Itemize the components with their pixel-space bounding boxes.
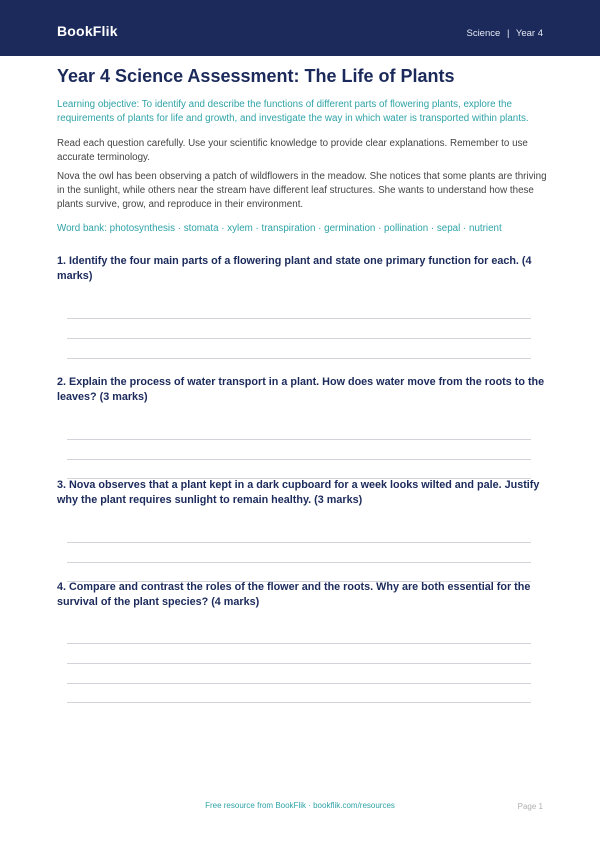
page-title: Year 4 Science Assessment: The Life of Plants xyxy=(57,66,455,86)
answer-line[interactable] xyxy=(67,358,531,359)
subject-label: Science xyxy=(466,28,501,39)
question-2: 2. Explain the process of water transport in a plant. How does water move from the roots to the leaves? (3 marks) xyxy=(57,376,545,403)
word-bank: Word bank: photosynthesis · stomata · xylem · transpiration · germination · pollination · sepal · nutrient xyxy=(57,223,502,234)
year-label: Year 4 xyxy=(515,28,543,39)
answer-line[interactable] xyxy=(67,542,531,543)
scenario-paragraph: Nova the owl has been observing a patch of wildflowers in the meadow. She notices that some plants are thriving in the sunlight, while others near the stream have different leaf structures. She wants to understand how these plants survive, grow, and reproduce in their environment. xyxy=(57,171,547,210)
question-3: 3. Nova observes that a plant kept in a dark cupboard for a week looks wilted and pale. Justify why the plant requires sunlight to remain healthy. (3 marks) xyxy=(57,479,540,506)
answer-line[interactable] xyxy=(67,663,531,664)
page-header xyxy=(0,0,600,56)
answer-line[interactable] xyxy=(67,702,531,703)
footer-link[interactable]: Free resource from BookFlik · bookflik.com/resources xyxy=(205,801,395,810)
instructions-paragraph: Read each question carefully. Use your scientific knowledge to provide clear explanations. Remember to use accurate terminology. xyxy=(57,138,528,163)
answer-line[interactable] xyxy=(67,562,531,563)
answer-line[interactable] xyxy=(67,338,531,339)
question-1: 1. Identify the four main parts of a flowering plant and state one primary function for each. (4 marks) xyxy=(57,255,532,282)
learning-objective: Learning objective: To identify and describe the functions of different parts of flowering plants, explore the requirements of plants for life and growth, and investigate the way in which water is transported within plants. xyxy=(57,99,529,124)
answer-line[interactable] xyxy=(67,318,531,319)
answer-line[interactable] xyxy=(67,683,531,684)
answer-line[interactable] xyxy=(67,439,531,440)
page-number: Page 1 xyxy=(517,802,543,811)
answer-line[interactable] xyxy=(67,643,531,644)
question-4: 4. Compare and contrast the roles of the flower and the roots. Why are both essential for the survival of the plant species? (4 marks) xyxy=(57,581,531,608)
brand-logo: BookFlik xyxy=(57,23,118,39)
header-separator: | xyxy=(506,28,510,39)
subject-year-label xyxy=(466,28,543,39)
answer-line[interactable] xyxy=(67,459,531,460)
